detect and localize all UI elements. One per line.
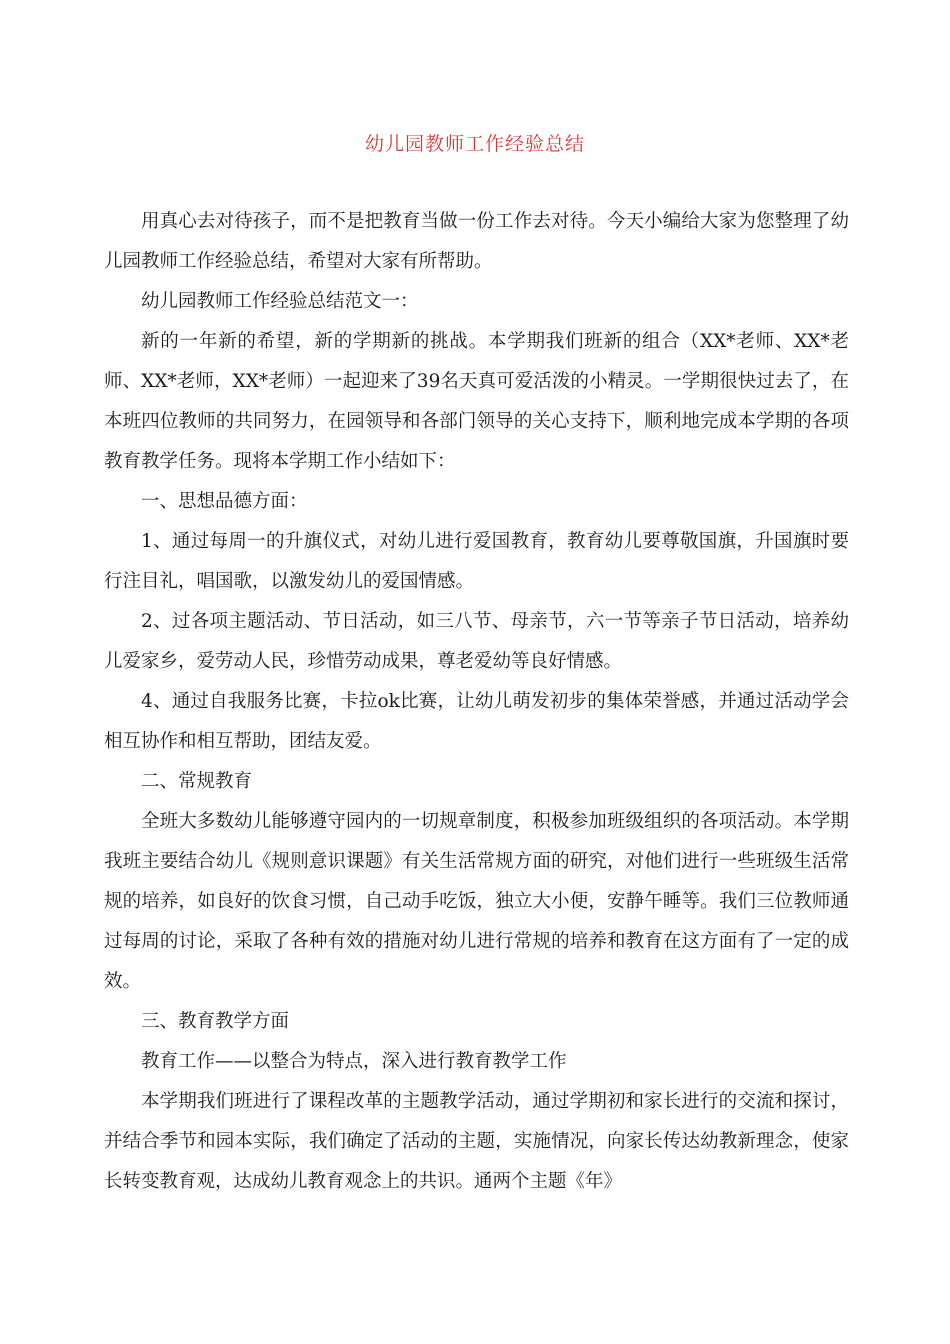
- paragraph-overview: 新的一年新的希望，新的学期新的挑战。本学期我们班新的组合（XX*老师、XX*老师、XX*老师，XX*老师）一起迎来了39名天真可爱活泼的小精灵。一学期很快过去了，在本班四位教师的共同努力，在园领导和各部门领导的关心支持下，顺利地完成本学期的各项教育教学任务。现将本学期工作小结如下：: [104, 331, 849, 472]
- document-title: 幼儿园教师工作经验总结: [364, 133, 585, 155]
- paragraph-intro: 用真心去对待孩子，而不是把教育当做一份工作去对待。今天小编给大家为您整理了幼儿园教师工作经验总结，希望对大家有所帮助。: [104, 211, 849, 272]
- paragraph-item-1: 1、通过每周一的升旗仪式，对幼儿进行爱国教育，教育幼儿要尊敬国旗，升国旗时要行注目礼，唱国歌，以激发幼儿的爱国情感。: [104, 531, 849, 592]
- paragraph-item-4: 4、通过自我服务比赛，卡拉ok比赛，让幼儿萌发初步的集体荣誉感，并通过活动学会相互协作和相互帮助，团结友爱。: [104, 691, 849, 752]
- section-heading-routine: 二、常规教育: [141, 771, 253, 792]
- paragraph-routine: 全班大多数幼儿能够遵守园内的一切规章制度，积极参加班级组织的各项活动。本学期我班主要结合幼儿《规则意识课题》有关生活常规方面的研究，对他们进行一些班级生活常规的培养，如良好的饮食习惯，自己动手吃饭，独立大小便，安静午睡等。我们三位教师通过每周的讨论，采取了各种有效的措施对幼儿进行常规的培养和教育在这方面有了一定的成效。: [104, 811, 849, 992]
- paragraph-item-2: 2、过各项主题活动、节日活动，如三八节、母亲节，六一节等亲子节日活动，培养幼儿爱家乡，爱劳动人民，珍惜劳动成果，尊老爱幼等良好情感。: [104, 611, 849, 672]
- document-body: [104, 202, 849, 1202]
- section-heading-teaching: 三、教育教学方面: [141, 1011, 290, 1032]
- paragraph-teaching-subtitle: 教育工作——以整合为特点，深入进行教育教学工作: [141, 1051, 567, 1072]
- paragraph-teaching: 本学期我们班进行了课程改革的主题教学活动，通过学期初和家长进行的交流和探讨，并结合季节和园本实际，我们确定了活动的主题，实施情况，向家长传达幼教新理念，使家长转变教育观，达成幼儿教育观念上的共识。通两个主题《年》: [104, 1091, 849, 1192]
- section-heading-moral: 一、思想品德方面：: [141, 491, 308, 512]
- paragraph-sample-heading: 幼儿园教师工作经验总结范文一：: [141, 291, 419, 312]
